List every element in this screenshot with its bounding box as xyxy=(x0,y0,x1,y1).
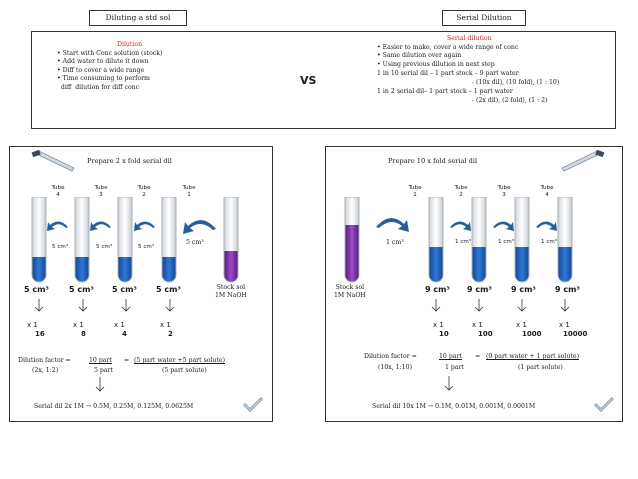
transfer-volume: 1 cm³ xyxy=(498,239,515,245)
dilution-factor-expr-den: (5 part solute) xyxy=(162,367,207,374)
dilution-factor-num: 10 part xyxy=(89,357,112,364)
title-left-box xyxy=(89,10,187,26)
transfer-arrows xyxy=(376,218,557,232)
transfer-volume: 1 cm³ xyxy=(455,239,472,245)
transfer-volume: 5 cm³ xyxy=(96,244,113,250)
checkmark-icon xyxy=(243,397,263,413)
tube-label: Tube 3 xyxy=(94,185,108,198)
result-arrow xyxy=(94,376,106,394)
dilution-factor-den: 5 part xyxy=(94,367,113,374)
tube-volume: 5 cm³ xyxy=(156,285,181,294)
result-arrow xyxy=(443,375,455,393)
dilution-point: diff dilution for diff conc xyxy=(57,83,140,91)
right-panel-title: Prepare 10 x fold serial dil xyxy=(388,157,478,165)
tube-3 xyxy=(515,197,529,282)
serial-heading: Serial dilution xyxy=(447,35,492,42)
dilution-factor-expr: (9 part water + 1 part solute) xyxy=(486,353,579,360)
tube-label: Tube 1 xyxy=(408,185,422,198)
right-tubes-diagram xyxy=(326,197,622,287)
dilution-factor-den: 1 part xyxy=(445,364,464,371)
serial-example-1: 1 in 10 serial dil – 1 part stock – 9 part water xyxy=(377,70,519,77)
serial-point: • Easier to make, cover a wide range of conc xyxy=(377,44,519,51)
compare-box xyxy=(31,31,616,129)
tube-label: Tube 4 xyxy=(51,185,65,198)
dilution-factor-num: 10 part xyxy=(439,353,462,360)
serial-example-2: 1 in 2 serial dil– 1 part stock – 1 part water xyxy=(377,88,513,95)
transfer-volume: 5 cm³ xyxy=(186,239,204,246)
serial-example-1b: - (10x dil), (10 fold), (1 : 10) xyxy=(472,79,560,86)
tube-volume: 9 cm³ xyxy=(425,285,450,294)
tube-multiplier: x 1 10 xyxy=(433,321,449,338)
serial-point: • Same dilution over again xyxy=(377,52,462,60)
title-right: Serial Dilution xyxy=(456,13,512,22)
pipette-icon xyxy=(558,150,606,172)
serial-points xyxy=(377,44,612,69)
dilution-factor-alias: (2x, 1:2) xyxy=(32,367,59,374)
transfer-volume: 5 cm³ xyxy=(138,244,155,250)
pipette-icon xyxy=(30,150,78,172)
dilution-point: • Add water to dilute it down xyxy=(57,58,149,66)
tube-volume: 9 cm³ xyxy=(511,285,536,294)
tube-multiplier: x 1 10000 xyxy=(559,321,588,338)
stock-label: Stock sol 1M NaOH xyxy=(334,284,366,300)
tube-label: Tube 4 xyxy=(540,185,554,198)
serial-dil-result: Serial dil 2x 1M → 0.5M, 0.25M, 0.125M, 0.0625M xyxy=(34,403,194,410)
tube-label: Tube 2 xyxy=(137,185,151,198)
tube-4 xyxy=(558,197,572,282)
dilution-point: • Diff to cover a wide range xyxy=(57,66,145,74)
serial-point: • Using previous dilution in next step xyxy=(377,60,495,68)
tube-multiplier: x 1 2 xyxy=(160,321,173,338)
tube-2 xyxy=(118,197,132,282)
dilution-points xyxy=(57,50,257,92)
left-panel xyxy=(9,146,273,422)
tube-volume: 5 cm³ xyxy=(24,285,49,294)
left-panel-title: Prepare 2 x fold serial dil xyxy=(87,157,172,165)
vs-label: VS xyxy=(300,74,317,87)
dilution-point: • Time consuming to perform xyxy=(57,75,150,83)
transfer-volume: 1 cm³ xyxy=(386,239,404,246)
tube-multiplier: x 1 100 xyxy=(472,321,493,338)
tube-3 xyxy=(75,197,89,282)
tube-label: Tube 3 xyxy=(497,185,511,198)
title-right-box xyxy=(442,10,526,26)
dilution-factor-expr-den: (1 part solute) xyxy=(518,364,563,371)
down-arrows xyxy=(10,297,210,315)
dilution-factor-label: Dilution factor = xyxy=(18,357,71,364)
tube-label: Tube 2 xyxy=(454,185,468,198)
transfer-volume: 5 cm³ xyxy=(52,244,69,250)
dilution-factor-label: Dilution factor = xyxy=(364,353,417,360)
tube-volume: 5 cm³ xyxy=(112,285,137,294)
stock-tube xyxy=(345,197,359,282)
tube-1 xyxy=(162,197,176,282)
down-arrows xyxy=(326,297,622,315)
dilution-heading: Dilution xyxy=(117,41,143,48)
tube-label: Tube 1 xyxy=(182,185,196,198)
tube-1 xyxy=(429,197,443,282)
tube-multiplier: x 1 1000 xyxy=(516,321,542,338)
tube-volume: 9 cm³ xyxy=(555,285,580,294)
stock-label: Stock sol 1M NaOH xyxy=(215,284,247,300)
dilution-factor-alias: (10x, 1:10) xyxy=(378,364,413,371)
tube-multiplier: x 1 16 xyxy=(27,321,45,338)
transfer-volume: 1 cm³ xyxy=(541,239,558,245)
title-left: Diluting a std sol xyxy=(105,13,171,22)
tube-volume: 9 cm³ xyxy=(467,285,492,294)
dilution-factor-expr: (5 part water +5 part solute) xyxy=(134,357,226,364)
tube-multiplier: x 1 8 xyxy=(73,321,86,338)
serial-example-2b: - (2x dil), (2 fold), (1 : 2) xyxy=(472,97,548,104)
tube-multiplier: x 1 4 xyxy=(114,321,127,338)
stock-tube xyxy=(224,197,238,282)
dilution-factor-eq: = xyxy=(475,353,481,360)
serial-dil-result: Serial dil 10x 1M → 0.1M, 0.01M, 0.001M, 0.0001M xyxy=(372,403,536,410)
tube-2 xyxy=(472,197,486,282)
tube-volume: 5 cm³ xyxy=(69,285,94,294)
checkmark-icon xyxy=(594,397,614,413)
dilution-factor-eq: = xyxy=(124,357,130,364)
left-tubes-diagram xyxy=(10,197,272,287)
tube-4 xyxy=(32,197,46,282)
right-panel xyxy=(325,146,623,422)
dilution-point: • Start with Conc solution (stock) xyxy=(57,50,163,57)
